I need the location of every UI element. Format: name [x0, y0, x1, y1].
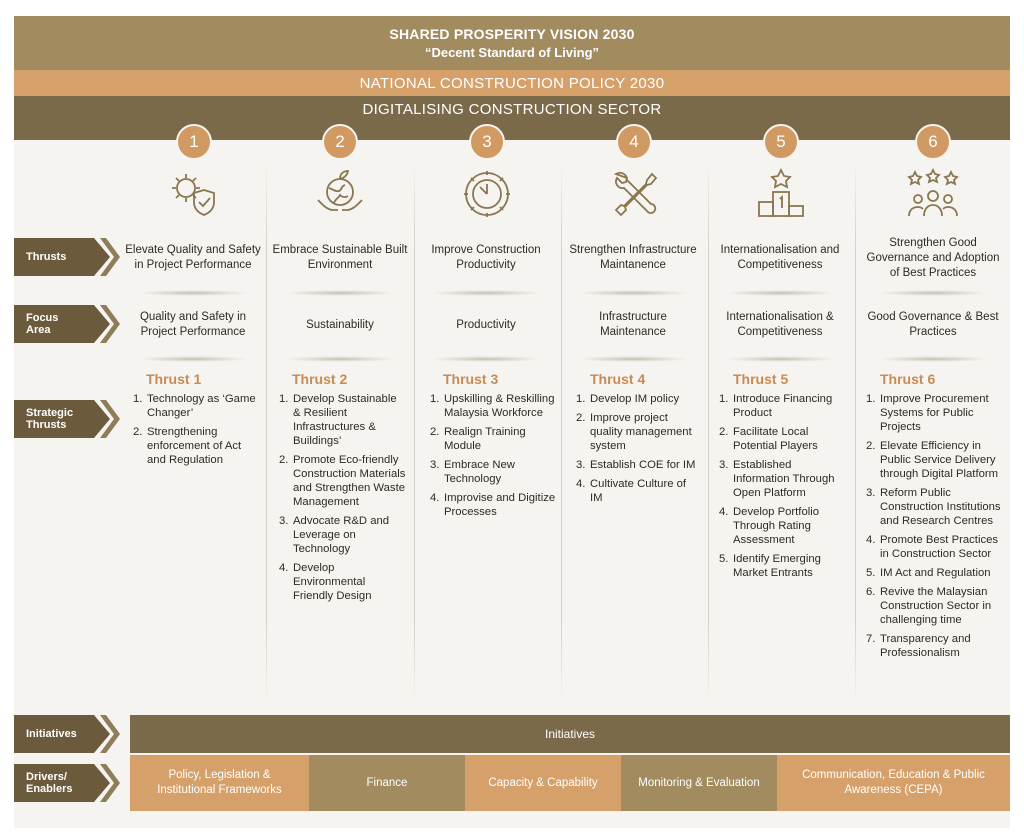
focus-text-3: Productivity [456, 318, 516, 331]
row-label-drivers-enablers: Drivers/ Enablers [14, 764, 82, 802]
enabler-capacity: Capacity & Capability [465, 755, 621, 811]
focus-text-1: Quality and Safety in Project Performance [139, 311, 247, 338]
list-item: 3. Established Information Through Open Platform [719, 459, 835, 499]
vision-subtitle: “Decent Standard of Living” [424, 45, 600, 60]
row-label-strategic-thrusts: Strategic Thrusts [14, 400, 86, 438]
clock-gear-icon [459, 166, 515, 222]
thrust-heading-5: Thrust 5 [733, 371, 789, 387]
row-label-thrusts: Thrusts [14, 238, 66, 276]
list-item: 1. Develop Sustainable & Resilient Infrastructures & Buildings’ [279, 393, 397, 447]
globe-hands-icon [312, 166, 368, 222]
thrust-heading-3: Thrust 3 [443, 371, 499, 387]
row-label-focus-area: Focus Area [14, 305, 72, 343]
list-item: 1. Improve Procurement Systems for Public Projects [866, 393, 989, 433]
thrust-text-6: Strengthen Good Governance and Adoption of Best Practices [866, 236, 1000, 279]
row-label-initiatives: Initiatives [14, 715, 77, 753]
list-item: 5. Identify Emerging Market Entrants [719, 553, 821, 579]
strategy-list-3 [430, 392, 558, 524]
column-separator [266, 160, 267, 705]
list-item: 3. Embrace New Technology [430, 459, 515, 485]
list-item: 3. Establish COE for IM [576, 459, 696, 471]
list-item: 5. IM Act and Regulation [866, 567, 991, 579]
divider-shadow [725, 356, 835, 362]
list-item: 3. Advocate R&D and Leverage on Technology [279, 515, 390, 555]
thrust-text-4: Strengthen Infrastructure Maintanence [569, 244, 697, 271]
column-separator [414, 160, 415, 705]
list-item: 4. Promote Best Practices in Construction Sector [866, 534, 999, 560]
list-item: 2. Strengthening enforcement of Act and Regulation [133, 426, 242, 466]
list-item: 2. Improve project quality management system [576, 412, 692, 452]
strategy-list-6 [866, 392, 1002, 665]
list-item: 4. Develop Portfolio Through Rating Assessment [719, 506, 820, 546]
list-item: 2. Realign Training Module [430, 426, 526, 452]
divider-shadow [285, 290, 395, 296]
enabler-cepa: Communication, Education & Public Awareness (CEPA) [777, 755, 1010, 811]
thrust-number-4: 4 [616, 124, 652, 160]
vision-banner [14, 16, 1010, 70]
list-item: 3. Reform Public Construction Institutions and Research Centres [866, 487, 1001, 527]
podium-star-icon [753, 166, 809, 222]
enabler-monitoring: Monitoring & Evaluation [621, 755, 777, 811]
thrust-text-3: Improve Construction Productivity [431, 244, 541, 271]
strategy-list-5 [719, 392, 847, 585]
focus-text-5: Internationalisation & Competitiveness [726, 311, 834, 338]
people-stars-icon [905, 166, 961, 222]
thrust-number-5: 5 [763, 124, 799, 160]
thrust-text-1: Elevate Quality and Safety in Project Performance [125, 244, 261, 271]
focus-text-2: Sustainability [306, 318, 374, 331]
focus-text-6: Good Governance & Best Practices [867, 311, 999, 338]
thrust-number-6: 6 [915, 124, 951, 160]
thrust-number-2: 2 [322, 124, 358, 160]
vision-title: SHARED PROSPERITY VISION 2030 [389, 26, 635, 42]
thrust-heading-2: Thrust 2 [292, 371, 348, 387]
strategy-list-1 [133, 392, 261, 472]
digitalising-banner: DIGITALISING CONSTRUCTION SECTOR [14, 96, 1010, 140]
list-item: 2. Promote Eco-friendly Construction Materials and Strengthen Waste Management [279, 454, 406, 508]
column-separator [708, 160, 709, 705]
thrust-heading-6: Thrust 6 [880, 371, 936, 387]
focus-text-4: Infrastructure Maintenance [599, 311, 667, 338]
list-item: 1. Develop IM policy [576, 393, 680, 405]
divider-shadow [878, 356, 988, 362]
list-item: 4. Develop Environmental Friendly Design [279, 562, 372, 602]
enablers-row [130, 755, 1010, 811]
divider-shadow [578, 290, 688, 296]
initiatives-bar: Initiatives [130, 715, 1010, 753]
strategy-list-2 [279, 392, 407, 608]
divider-shadow [431, 290, 541, 296]
thrust-text-5: Internationalisation and Competitiveness [720, 244, 840, 271]
divider-shadow [878, 290, 988, 296]
thrust-text-2: Embrace Sustainable Built Environment [272, 244, 408, 271]
list-item: 6. Revive the Malaysian Construction Sector in challenging time [866, 586, 992, 626]
list-item: 2. Elevate Efficiency in Public Service Delivery through Digital Platform [866, 440, 999, 480]
wrench-screwdriver-icon [606, 166, 662, 222]
list-item: 1. Introduce Financing Product [719, 393, 833, 419]
divider-shadow [138, 356, 248, 362]
enabler-finance: Finance [309, 755, 465, 811]
policy-banner: NATIONAL CONSTRUCTION POLICY 2030 [14, 70, 1010, 96]
list-item: 2. Facilitate Local Potential Players [719, 426, 818, 452]
thrust-heading-4: Thrust 4 [590, 371, 646, 387]
thrust-heading-1: Thrust 1 [146, 371, 202, 387]
gear-shield-icon [166, 166, 222, 222]
column-separator [855, 160, 856, 705]
enabler-policy: Policy, Legislation & Institutional Frameworks [130, 755, 309, 811]
divider-shadow [138, 290, 248, 296]
list-item: 4. Cultivate Culture of IM [576, 478, 687, 504]
list-item: 1. Technology as ‘Game Changer’ [133, 393, 256, 419]
thrust-number-1: 1 [176, 124, 212, 160]
column-separator [561, 160, 562, 705]
thrust-number-3: 3 [469, 124, 505, 160]
divider-shadow [285, 356, 395, 362]
divider-shadow [431, 356, 541, 362]
list-item: 7. Transparency and Professionalism [866, 633, 971, 659]
list-item: 1. Upskilling & Reskilling Malaysia Workforce [430, 393, 555, 419]
divider-shadow [578, 356, 688, 362]
divider-shadow [725, 290, 835, 296]
strategy-list-4 [576, 392, 696, 510]
list-item: 4. Improvise and Digitize Processes [430, 492, 556, 518]
